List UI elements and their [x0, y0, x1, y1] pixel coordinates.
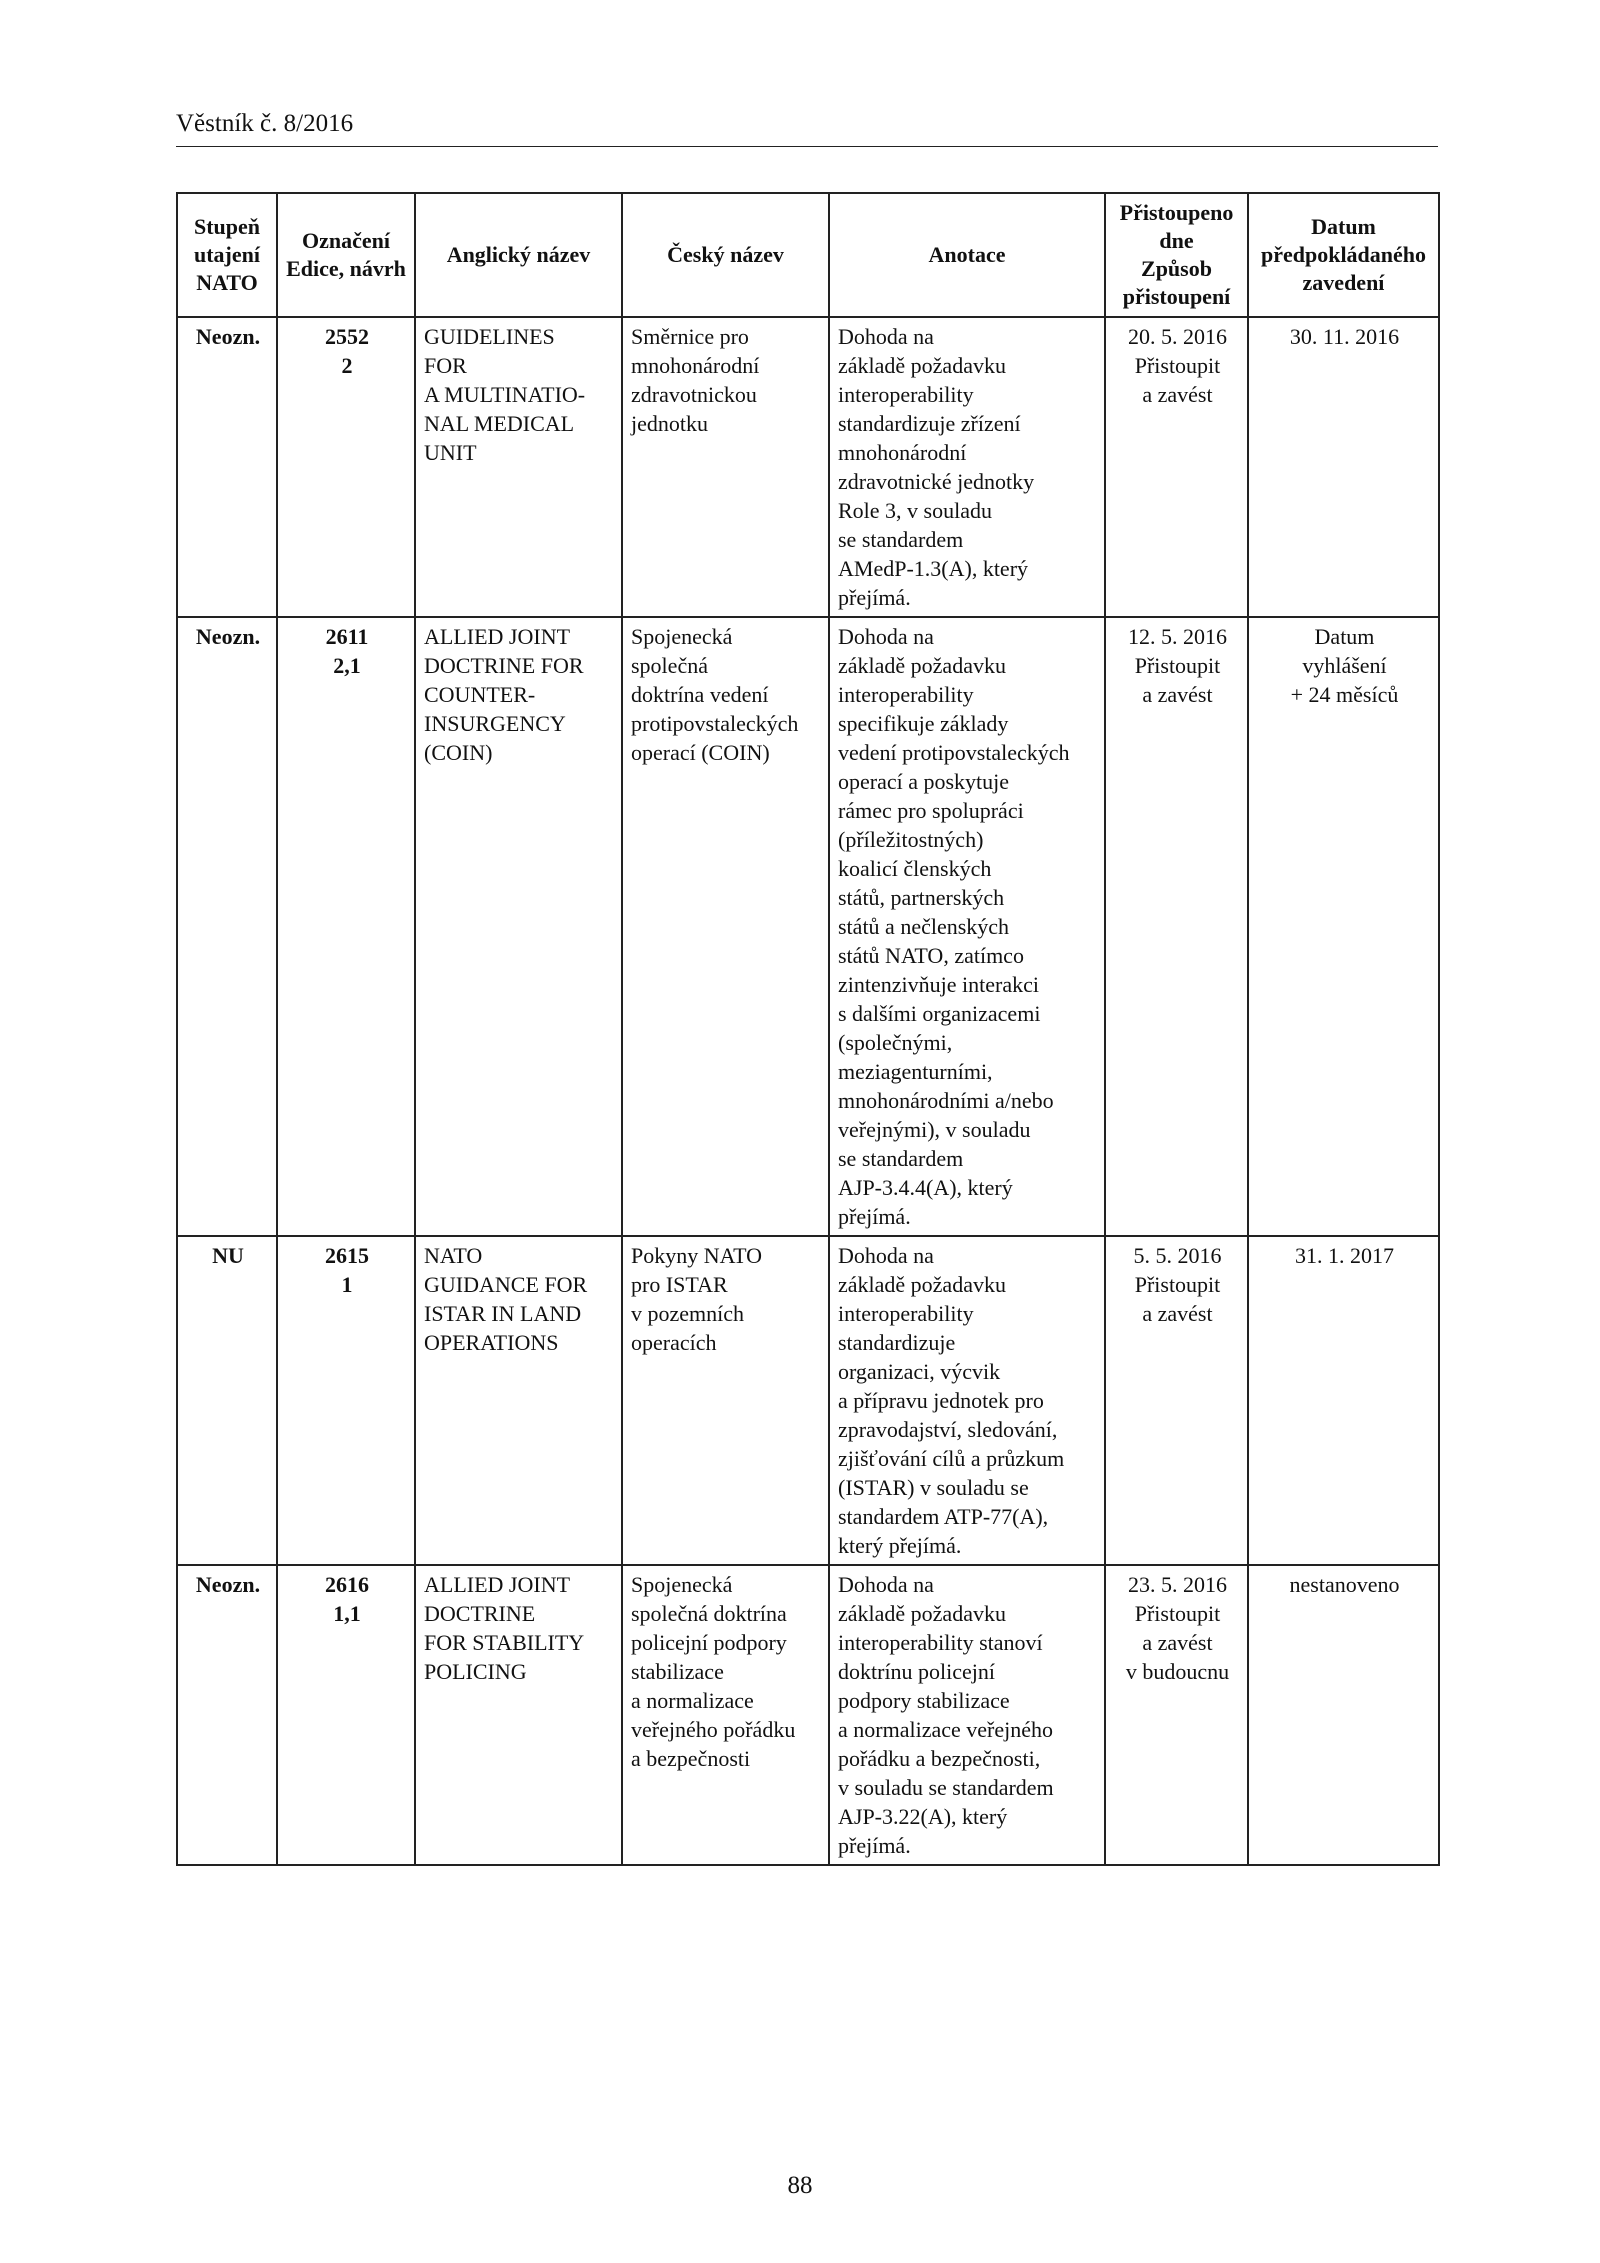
cell-line: a normalizace [631, 1688, 754, 1713]
classification-cell [177, 1565, 277, 1865]
column-header [177, 193, 277, 317]
cell-line: Přistoupit [1134, 353, 1221, 378]
cell-line: mnohonárodními a/nebo [838, 1088, 1054, 1113]
cell-line: FOR STABILITY [424, 1630, 585, 1655]
cell-line: předpokládaného [1260, 242, 1427, 267]
cell-line: GUIDANCE FOR [424, 1272, 588, 1297]
cell-line: ALLIED JOINT [424, 1572, 571, 1597]
cell-line: společná [631, 653, 708, 678]
cell-line: veřejnými), v souladu [838, 1117, 1031, 1142]
cell-line: AJP-3.4.4(A), který [838, 1175, 1013, 1200]
czech-name-cell [622, 317, 829, 617]
cell-line: v pozemních [631, 1301, 745, 1326]
cell-line: s dalšími organizacemi [838, 1001, 1041, 1026]
cell-line: Edice, návrh [286, 256, 406, 281]
classification-cell [177, 317, 277, 617]
czech-name-cell [622, 617, 829, 1236]
cell-line: Spojenecká [631, 1572, 733, 1597]
cell-line: stabilizace [631, 1659, 724, 1684]
cell-line: DOCTRINE FOR [424, 653, 584, 678]
implementation-date-cell [1248, 317, 1439, 617]
cell-line: 1 [341, 1272, 353, 1297]
cell-line: + 24 měsíců [1290, 682, 1399, 707]
cell-line: interoperability [838, 1301, 974, 1326]
cell-line: Pokyny NATO [631, 1243, 763, 1268]
annotation-cell [829, 1565, 1105, 1865]
cell-line: COUNTER- [424, 682, 536, 707]
cell-line: INSURGENCY [424, 711, 566, 736]
cell-line: doktrínu policejní [838, 1659, 996, 1684]
cell-line: Anglický název [446, 242, 591, 267]
cell-line: Český název [667, 242, 784, 267]
classification-cell [177, 617, 277, 1236]
annotation-cell [829, 317, 1105, 617]
cell-line: (ISTAR) v souladu se [838, 1475, 1029, 1500]
cell-line: přejímá. [838, 585, 911, 610]
column-header [415, 193, 622, 317]
cell-line: Dohoda na [838, 1572, 934, 1597]
cell-line: dne [1159, 228, 1194, 253]
cell-line: AJP-3.22(A), který [838, 1804, 1008, 1829]
english-name-cell [415, 1565, 622, 1865]
cell-line: v budoucnu [1125, 1659, 1230, 1684]
cell-line: operací a poskytuje [838, 769, 1010, 794]
cell-line: států NATO, zatímco [838, 943, 1024, 968]
cell-line: a zavést [1142, 382, 1213, 407]
cell-line: UNIT [424, 440, 477, 465]
czech-name-cell [622, 1565, 829, 1865]
cell-line: Dohoda na [838, 1243, 934, 1268]
cell-line: NATO [196, 270, 258, 295]
designation-cell [277, 617, 415, 1236]
table-row [177, 1236, 1439, 1565]
cell-line: který přejímá. [838, 1533, 962, 1558]
cell-line: 30. 11. 2016 [1289, 324, 1400, 349]
designation-cell [277, 317, 415, 617]
cell-line: a zavést [1142, 1301, 1213, 1326]
cell-line: utajení [194, 242, 260, 267]
standards-table [176, 192, 1440, 1866]
cell-line: interoperability stanoví [838, 1630, 1043, 1655]
accession-cell [1105, 1236, 1248, 1565]
cell-line: A MULTINATIO- [424, 382, 586, 407]
cell-line: Přistoupit [1134, 1601, 1221, 1626]
cell-line: veřejného pořádku [631, 1717, 796, 1742]
cell-line: protipovstaleckých [631, 711, 799, 736]
cell-line: 2611 [325, 624, 369, 649]
cell-line: DOCTRINE [424, 1601, 536, 1626]
cell-line: pořádku a bezpečnosti, [838, 1746, 1041, 1771]
cell-line: základě požadavku [838, 1272, 1006, 1297]
cell-line: Datum [1314, 624, 1375, 649]
cell-line: policejní podpory [631, 1630, 787, 1655]
cell-line: zjišťování cílů a průzkum [838, 1446, 1065, 1471]
column-header [277, 193, 415, 317]
cell-line: vedení protipovstaleckých [838, 740, 1070, 765]
cell-line: jednotku [631, 411, 708, 436]
cell-line: se standardem [838, 527, 964, 552]
cell-line: standardem ATP-77(A), [838, 1504, 1049, 1529]
cell-line: standardizuje zřízení [838, 411, 1021, 436]
cell-line: POLICING [424, 1659, 527, 1684]
cell-line: (COIN) [424, 740, 493, 765]
cell-line: zavedení [1302, 270, 1385, 295]
accession-cell [1105, 1565, 1248, 1865]
cell-line: nestanoveno [1289, 1572, 1400, 1597]
cell-line: Spojenecká [631, 624, 733, 649]
cell-line: přejímá. [838, 1204, 911, 1229]
accession-cell [1105, 617, 1248, 1236]
cell-line: Neozn. [195, 624, 261, 649]
cell-line: operacích [631, 1330, 717, 1355]
page-number: 88 [787, 2172, 813, 2199]
cell-line: 20. 5. 2016 [1128, 324, 1227, 349]
designation-cell [277, 1565, 415, 1865]
cell-line: základě požadavku [838, 353, 1006, 378]
cell-line: v souladu se standardem [838, 1775, 1054, 1800]
classification-cell [177, 1236, 277, 1565]
cell-line: FOR [424, 353, 467, 378]
cell-line: 1,1 [333, 1601, 361, 1626]
cell-line: vyhlášení [1302, 653, 1387, 678]
page-header-title: Věstník č. 8/2016 [176, 110, 354, 137]
cell-line: organizaci, výcvik [838, 1359, 1001, 1384]
accession-cell [1105, 317, 1248, 617]
cell-line: 12. 5. 2016 [1128, 624, 1227, 649]
english-name-cell [415, 617, 622, 1236]
column-header [1105, 193, 1248, 317]
table-row [177, 617, 1439, 1236]
cell-line: základě požadavku [838, 1601, 1006, 1626]
table-row [177, 317, 1439, 617]
cell-line: přistoupení [1122, 284, 1231, 309]
cell-line: interoperability [838, 682, 974, 707]
cell-line: zpravodajství, sledování, [838, 1417, 1058, 1442]
cell-line: Anotace [928, 242, 1006, 267]
english-name-cell [415, 317, 622, 617]
czech-name-cell [622, 1236, 829, 1565]
cell-line: a bezpečnosti [631, 1746, 751, 1771]
cell-line: NATO [424, 1243, 483, 1268]
cell-line: Role 3, v souladu [838, 498, 992, 523]
cell-line: Neozn. [195, 324, 261, 349]
table-body [177, 317, 1439, 1865]
header-divider [176, 146, 1438, 147]
cell-line: 23. 5. 2016 [1128, 1572, 1227, 1597]
cell-line: mnohonárodní [838, 440, 967, 465]
designation-cell [277, 1236, 415, 1565]
cell-line: 2 [341, 353, 353, 378]
column-header [622, 193, 829, 317]
cell-line: Stupeň [193, 214, 261, 239]
table-header-row [177, 193, 1439, 317]
cell-line: Dohoda na [838, 324, 934, 349]
cell-line: zdravotnickou [631, 382, 757, 407]
cell-line: Neozn. [195, 1572, 261, 1597]
cell-line: ISTAR IN LAND [424, 1301, 582, 1326]
cell-line: Přistoupit [1134, 653, 1221, 678]
implementation-date-cell [1248, 1565, 1439, 1865]
cell-line: meziagenturními, [838, 1059, 993, 1084]
cell-line: a normalizace veřejného [838, 1717, 1053, 1742]
cell-line: Přistoupeno [1119, 200, 1234, 225]
cell-line: základě požadavku [838, 653, 1006, 678]
cell-line: 5. 5. 2016 [1133, 1243, 1222, 1268]
cell-line: Datum [1311, 214, 1376, 239]
cell-line: specifikuje základy [838, 711, 1009, 736]
cell-line: přejímá. [838, 1833, 911, 1858]
cell-line: zdravotnické jednotky [838, 469, 1035, 494]
cell-line: pro ISTAR [631, 1272, 728, 1297]
table-row [177, 1565, 1439, 1865]
cell-line: OPERATIONS [424, 1330, 559, 1355]
cell-line: ALLIED JOINT [424, 624, 571, 649]
english-name-cell [415, 1236, 622, 1565]
implementation-date-cell [1248, 1236, 1439, 1565]
cell-line: doktrína vedení [631, 682, 769, 707]
cell-line: GUIDELINES [424, 324, 555, 349]
cell-line: (příležitostných) [838, 827, 984, 852]
cell-line: mnohonárodní [631, 353, 760, 378]
cell-line: zintenzivňuje interakci [838, 972, 1039, 997]
cell-line: společná doktrína [631, 1601, 787, 1626]
column-header [1248, 193, 1439, 317]
cell-line: Dohoda na [838, 624, 934, 649]
cell-line: států a nečlenských [838, 914, 1010, 939]
cell-line: NU [212, 1243, 244, 1268]
cell-line: Přistoupit [1134, 1272, 1221, 1297]
cell-line: operací (COIN) [631, 740, 770, 765]
cell-line: a zavést [1142, 682, 1213, 707]
cell-line: Označení [302, 228, 390, 253]
cell-line: standardizuje [838, 1330, 956, 1355]
cell-line: AMedP-1.3(A), který [838, 556, 1029, 581]
cell-line: států, partnerských [838, 885, 1005, 910]
cell-line: 2,1 [333, 653, 361, 678]
cell-line: Směrnice pro [631, 324, 749, 349]
cell-line: koalicí členských [838, 856, 992, 881]
cell-line: 2615 [325, 1243, 369, 1268]
cell-line: a přípravu jednotek pro [838, 1388, 1044, 1413]
annotation-cell [829, 1236, 1105, 1565]
cell-line: Způsob [1141, 256, 1212, 281]
annotation-cell [829, 617, 1105, 1236]
cell-line: 2616 [325, 1572, 369, 1597]
cell-line: se standardem [838, 1146, 964, 1171]
cell-line: 2552 [325, 324, 369, 349]
cell-line: NAL MEDICAL [424, 411, 575, 436]
column-header [829, 193, 1105, 317]
cell-line: a zavést [1142, 1630, 1213, 1655]
implementation-date-cell [1248, 617, 1439, 1236]
cell-line: interoperability [838, 382, 974, 407]
cell-line: podpory stabilizace [838, 1688, 1010, 1713]
cell-line: rámec pro spolupráci [838, 798, 1024, 823]
cell-line: 31. 1. 2017 [1295, 1243, 1394, 1268]
cell-line: (společnými, [838, 1030, 953, 1055]
